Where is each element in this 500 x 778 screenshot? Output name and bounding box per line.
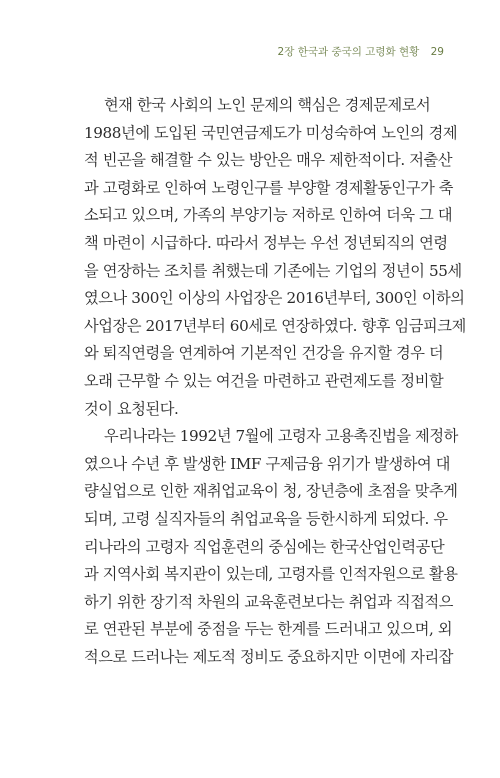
text-line: 적 빈곤을 해결할 수 있는 방안은 매우 제한적이다. 저출산 xyxy=(84,151,453,170)
paragraph xyxy=(84,423,458,671)
text-line: 되며, 고령 실직자들의 취업교육을 등한시하게 되었다. 우 xyxy=(84,509,448,528)
paragraph xyxy=(84,92,466,423)
body-text xyxy=(84,92,466,671)
text-line: 과 고령화로 인하여 노령인구를 부양할 경제활동인구가 축 xyxy=(84,178,454,197)
text-line: 량실업으로 인한 재취업교육이 청, 장년층에 초점을 맞추게 xyxy=(84,482,458,501)
text-line: 와 퇴직연령을 연계하여 기본적인 건강을 유지할 경우 더 xyxy=(84,344,444,363)
text-line: 우리나라는 1992년 7월에 고령자 고용촉진법을 제정하 xyxy=(104,427,458,446)
text-line: 오래 근무할 수 있는 여건을 마련하고 관련제도를 정비할 xyxy=(84,371,444,390)
text-line: 였으나 300인 이상의 사업장은 2016년부터, 300인 이하의 xyxy=(84,289,465,308)
text-line: 리나라의 고령자 직업훈련의 중심에는 한국산업인력공단 xyxy=(84,537,445,556)
chapter-title: 2장 한국과 중국의 고령화 현황 xyxy=(277,46,420,58)
running-header xyxy=(278,44,444,59)
text-line: 것이 요청된다. xyxy=(84,399,179,418)
text-line: 사업장은 2017년부터 60세로 연장하였다. 향후 임금피크제 xyxy=(84,316,466,335)
text-line: 적으로 드러나는 제도적 정비도 중요하지만 이면에 자리잡 xyxy=(84,647,454,666)
text-line: 책 마련이 시급하다. 따라서 정부는 우선 정년퇴직의 연령 xyxy=(84,233,448,252)
text-line: 1988년에 도입된 국민연금제도가 미성숙하여 노인의 경제 xyxy=(84,123,458,142)
text-line: 과 지역사회 복지관이 있는데, 고령자를 인적자원으로 활용 xyxy=(84,565,458,584)
text-line: 하기 위한 장기적 차원의 교육훈련보다는 취업과 직접적으 xyxy=(84,592,454,611)
text-line: 소되고 있으며, 가족의 부양기능 저하로 인하여 더욱 그 대 xyxy=(84,206,453,225)
text-line: 을 연장하는 조치를 취했는데 기존에는 기업의 정년이 55세 xyxy=(84,261,462,280)
text-line: 현재 한국 사회의 노인 문제의 핵심은 경제문제로서 xyxy=(104,96,431,114)
text-line: 로 연관된 부분에 중점을 두는 한계를 드러내고 있으며, 외 xyxy=(84,620,453,639)
page-number: 29 xyxy=(430,46,444,58)
text-line: 였으나 수년 후 발생한 IMF 구제금융 위기가 발생하여 대 xyxy=(84,454,451,473)
